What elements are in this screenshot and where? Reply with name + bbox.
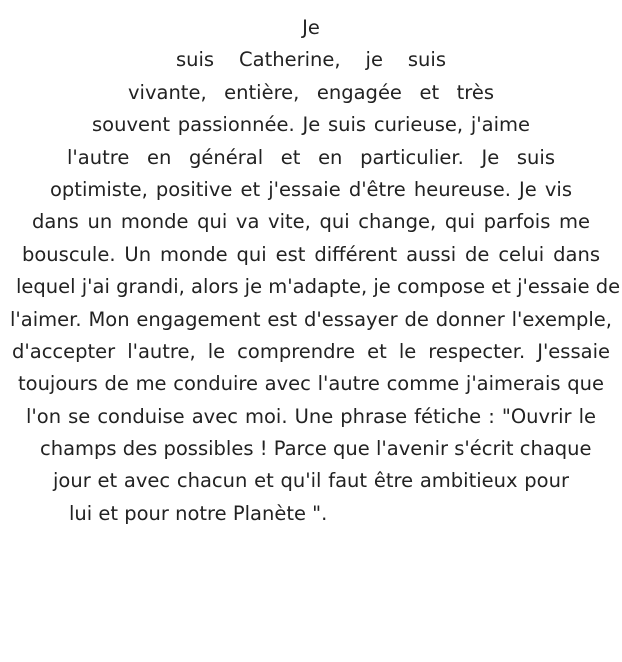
bio-line: bouscule. Un monde qui est différent aussi de celui dans <box>22 242 600 266</box>
bio-line: champs des possibles ! Parce que l'avenir s'écrit chaque <box>40 437 592 461</box>
bio-line: lequel j'ai grandi, alors je m'adapte, je compose et j'essaie de <box>16 275 621 299</box>
bio-line: Je <box>302 16 320 39</box>
bio-line: vivante, entière, engagée et très <box>128 80 494 104</box>
bio-line: l'autre en général et en particulier. Je suis <box>67 145 555 169</box>
bio-line: optimiste, positive et j'essaie d'être heureuse. Je vis <box>50 177 572 201</box>
bio-line: l'aimer. Mon engagement est d'essayer de donner l'exemple, <box>10 307 612 331</box>
bio-line: l'on se conduise avec moi. Une phrase fétiche : "Ouvrir le <box>26 404 596 428</box>
bio-line: suis Catherine, je suis <box>176 48 446 72</box>
bio-paragraph <box>0 12 622 530</box>
bio-line: d'accepter l'autre, le comprendre et le respecter. J'essaie <box>12 339 610 363</box>
bio-line: dans un monde qui va vite, qui change, qui parfois me <box>32 210 590 234</box>
bio-line: toujours de me conduire avec l'autre comme j'aimerais que <box>18 372 604 396</box>
bio-line: souvent passionnée. Je suis curieuse, j'aime <box>92 113 530 137</box>
bio-line: lui et pour notre Planète ". <box>69 501 328 525</box>
bio-line: jour et avec chacun et qu'il faut être ambitieux pour <box>53 469 569 493</box>
